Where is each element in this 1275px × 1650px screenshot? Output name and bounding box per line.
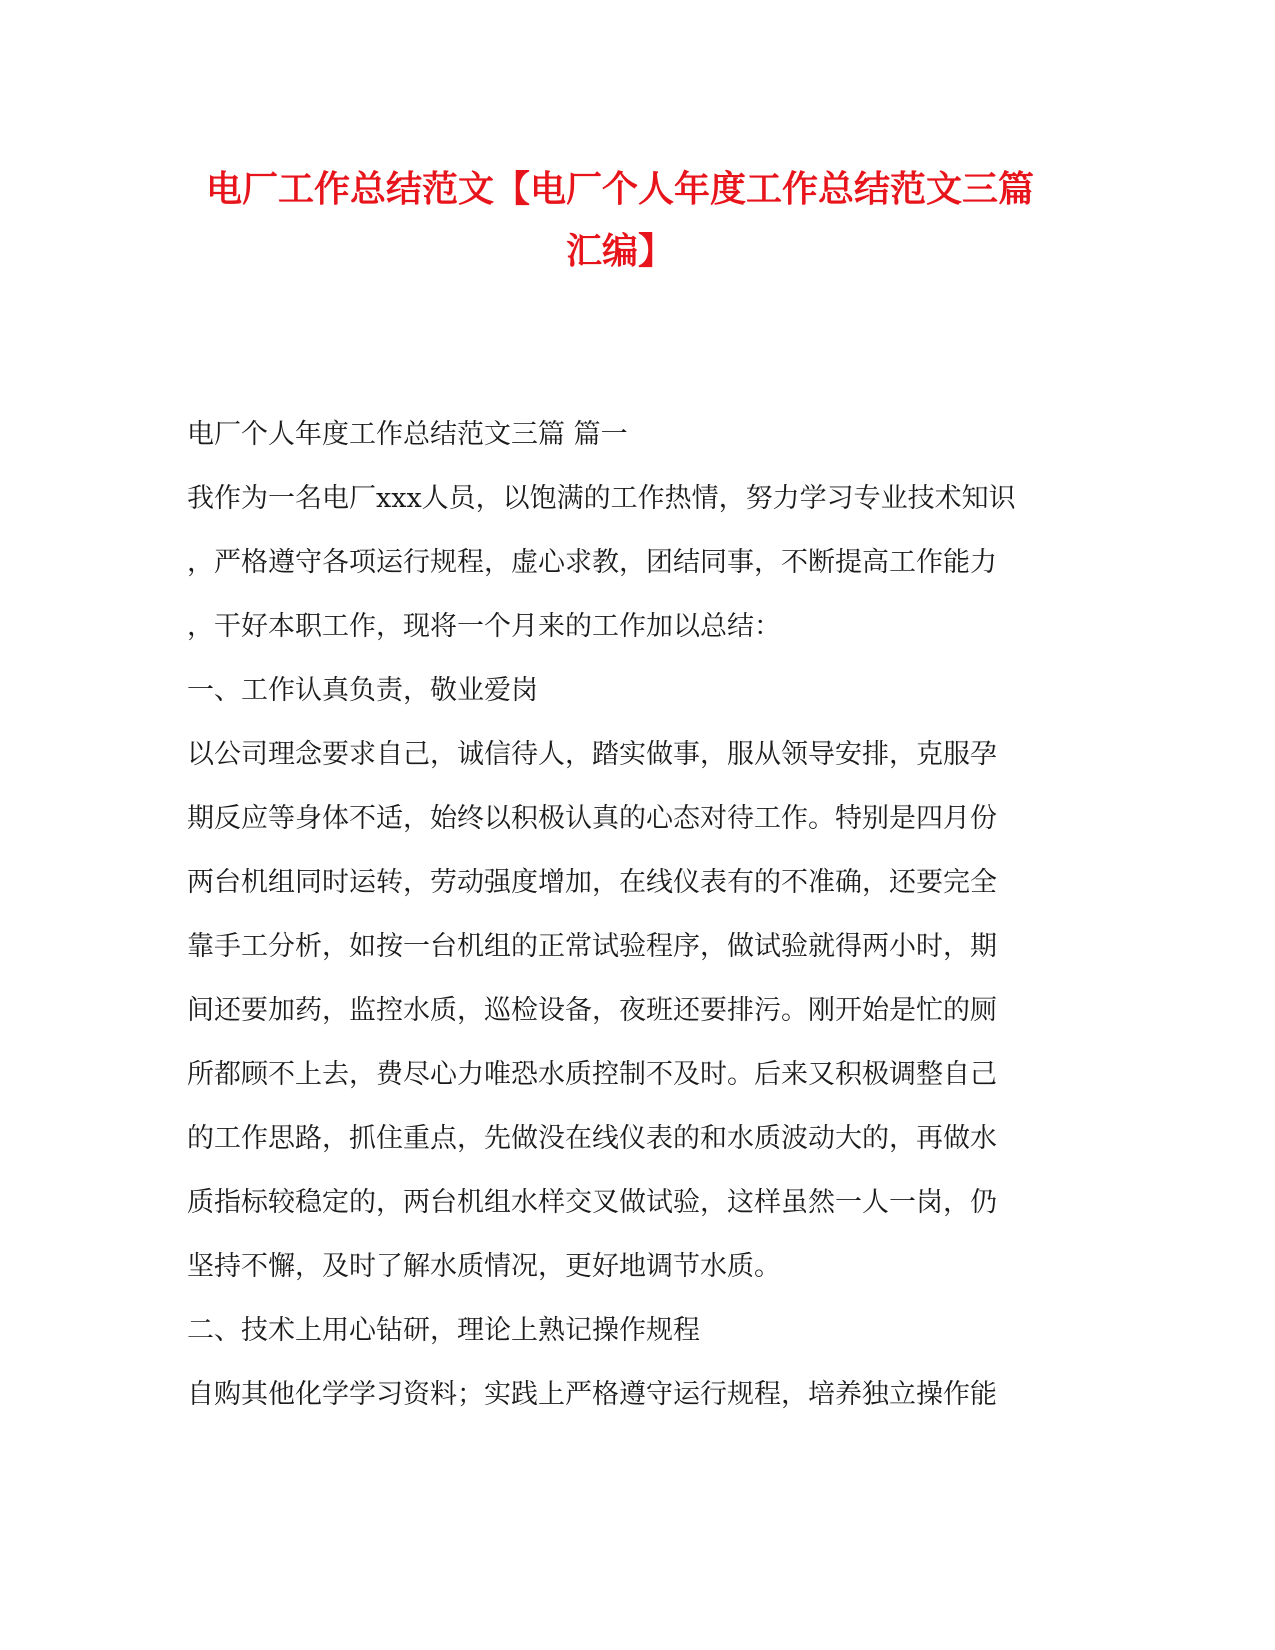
- document-body: [187, 403, 1067, 1427]
- body-line: 的工作思路，抓住重点，先做没在线仪表的和水质波动大的，再做水: [187, 1123, 997, 1154]
- subsection-heading: 二、技术上用心钻研，理论上熟记操作规程: [187, 1315, 700, 1346]
- body-line: ，严格遵守各项运行规程，虚心求教，团结同事，不断提高工作能力: [187, 547, 997, 578]
- section-heading: 电厂个人年度工作总结范文三篇 篇一: [187, 419, 628, 450]
- subsection-heading: 一、工作认真负责，敬业爱岗: [187, 675, 538, 706]
- body-line: 质指标较稳定的，两台机组水样交叉做试验，这样虽然一人一岗，仍: [187, 1187, 997, 1218]
- title-line-2: 汇编】: [565, 230, 674, 272]
- body-line: 所都顾不上去，费尽心力唯恐水质控制不及时。后来又积极调整自己: [187, 1059, 997, 1090]
- body-line: 以公司理念要求自己，诚信待人，踏实做事，服从领导安排，克服孕: [187, 739, 997, 770]
- body-line: 期反应等身体不适，始终以积极认真的心态对待工作。特别是四月份: [187, 803, 997, 834]
- body-line: 坚持不懈，及时了解水质情况，更好地调节水质。: [187, 1251, 781, 1282]
- title-line-1: 电厂工作总结范文【电厂个人年度工作总结范文三篇: [205, 168, 1034, 210]
- body-line: 间还要加药，监控水质，巡检设备，夜班还要排污。刚开始是忙的厕: [187, 995, 997, 1026]
- body-line: 靠手工分析，如按一台机组的正常试验程序，做试验就得两小时，期: [187, 931, 997, 962]
- body-line: ，干好本职工作，现将一个月来的工作加以总结：: [187, 611, 781, 642]
- document-title: [180, 158, 1060, 282]
- body-line: 我作为一名电厂xxx人员，以饱满的工作热情，努力学习专业技术知识: [187, 483, 1016, 514]
- body-line: 两台机组同时运转，劳动强度增加，在线仪表有的不准确，还要完全: [187, 867, 997, 898]
- body-line: 自购其他化学学习资料；实践上严格遵守运行规程，培养独立操作能: [187, 1379, 997, 1410]
